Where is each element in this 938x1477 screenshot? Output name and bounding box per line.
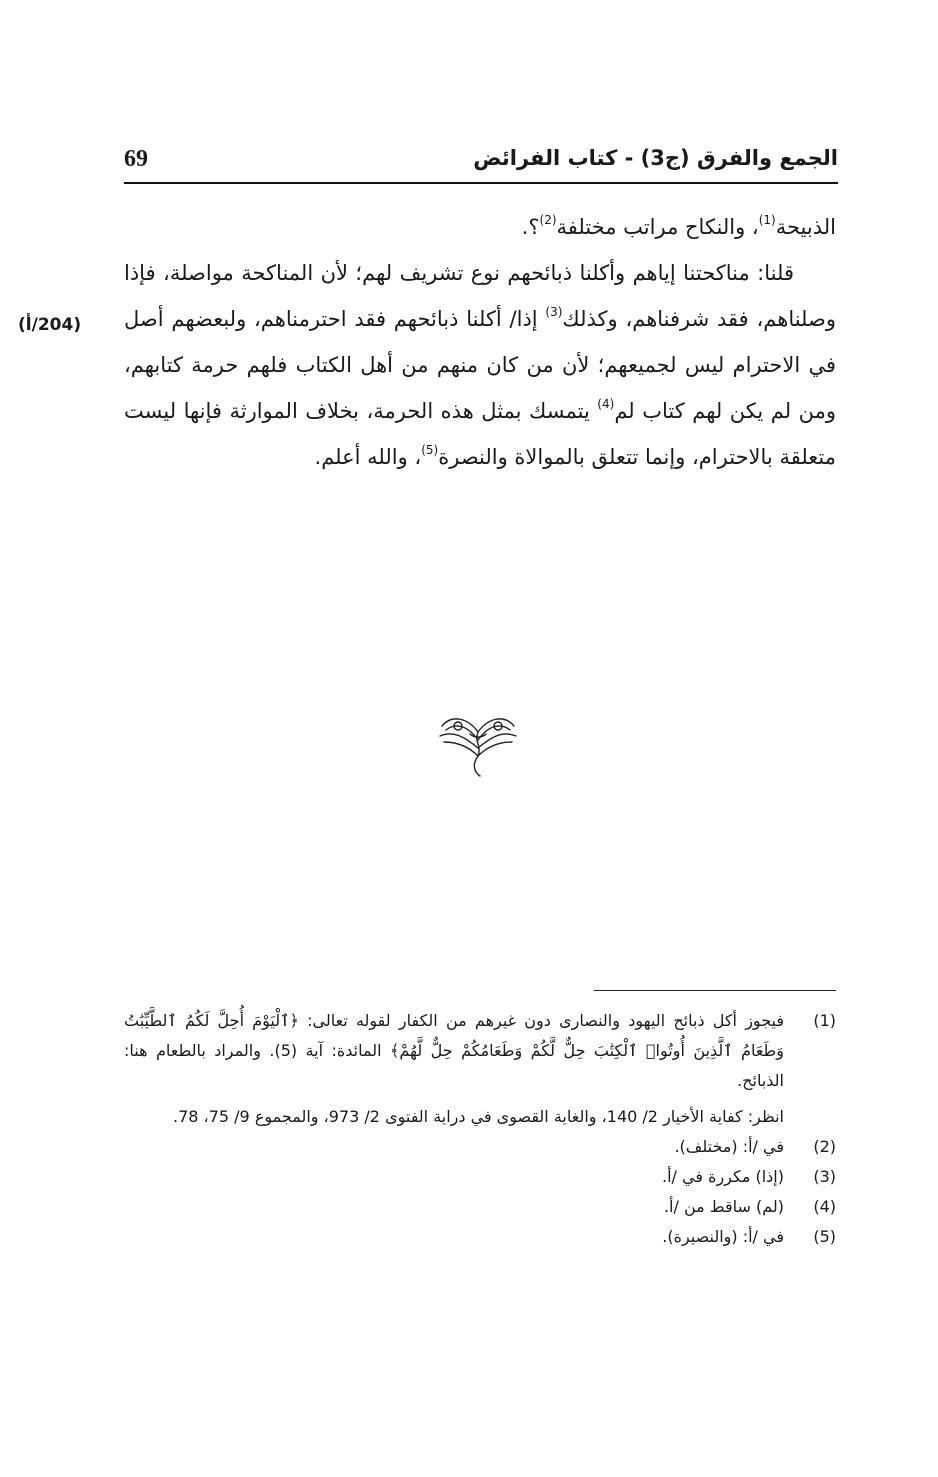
- footnote-number: (4): [813, 1197, 836, 1216]
- footnote-number: (3): [813, 1167, 836, 1186]
- text-run: إذا/ أكلنا ذبائحهم فقد احترمناهم، ولبعضهم أصل في الاحترام ليس لجميعهم؛ لأن من كان منهم من أهل الكتاب فلهم حرمة كتابهم، ومن لم يكن لهم كتاب لم: [124, 307, 836, 423]
- paragraph: [124, 204, 836, 250]
- footnote-reference: انظر: كفاية الأخيار 2/ 140، والغاية القصوى في دراية الفتوى 2/ 973، والمجموع 9/ 75، 78.: [173, 1107, 784, 1126]
- footnote-item: [124, 1192, 836, 1222]
- manuscript-folio-reference: (204/أ): [18, 315, 82, 335]
- ornamental-flourish-icon: [438, 712, 518, 778]
- footnote-number: (5): [813, 1227, 836, 1246]
- footnote-text: فيجوز أكل ذبائح اليهود والنصارى دون غيرهم من الكفار لقوله تعالى: ﴿ٱلْيَوْمَ أُحِلَّ لَكُمُ ٱلطَّيِّبَٰتُ وَطَعَامُ ٱلَّذِينَ أُوتُوا۟ ٱلْكِتَٰبَ حِلٌّ لَّكُمْ وَطَعَامُكُمْ حِلٌّ لَّهُمْ﴾ المائدة: آية (5). والمراد بالطعام هنا: الذبائح.: [124, 1011, 785, 1090]
- footnote-item: [124, 1162, 836, 1192]
- footnote-marker[interactable]: (1): [758, 213, 776, 227]
- paragraph: [124, 250, 836, 480]
- page-header: [124, 146, 838, 180]
- text-run: الذبيحة: [775, 215, 836, 239]
- footnote-separator: [594, 990, 836, 991]
- page-number: 69: [124, 146, 148, 172]
- text-run: يتمسك بمثل هذه الحرمة، بخلاف الموارثة فإنها ليست متعلقة بالاحترام، وإنما تتعلق بالموالاة والنصرة: [124, 399, 836, 469]
- footnote-item: [124, 1132, 836, 1162]
- main-text: [124, 204, 836, 480]
- text-run: ، والنكاح مراتب مختلفة: [556, 215, 759, 239]
- footnote-marker[interactable]: (2): [539, 213, 557, 227]
- text-run: ؟.: [521, 215, 540, 239]
- footnote-number: (1): [813, 1011, 836, 1030]
- footnote-item: [124, 1222, 836, 1252]
- footnote-text: (إذا) مكررة في /أ.: [661, 1167, 784, 1186]
- footnote-marker[interactable]: (3): [545, 305, 563, 319]
- text-run: قلنا: مناكحتنا إياهم وأكلنا ذبائحهم نوع تشريف لهم؛ لأن المناكحة مواصلة، فإذا وصلناهم، فقد شرفناهم، وكذلك: [124, 261, 836, 331]
- footnote-text: في /أ: (والنصيرة).: [662, 1227, 784, 1246]
- header-rule: [124, 182, 838, 184]
- footnote-number: (2): [813, 1137, 836, 1156]
- footnotes: [124, 1006, 836, 1252]
- text-run: ، والله أعلم.: [314, 445, 422, 469]
- footnote-marker[interactable]: (4): [597, 397, 615, 411]
- running-title: الجمع والفرق (ج3) - كتاب الفرائض: [473, 146, 838, 170]
- footnote-text: في /أ: (مختلف).: [674, 1137, 784, 1156]
- footnote-item: [124, 1006, 836, 1132]
- footnote-marker[interactable]: (5): [421, 443, 439, 457]
- footnote-text: (لم) ساقط من /أ.: [663, 1197, 784, 1216]
